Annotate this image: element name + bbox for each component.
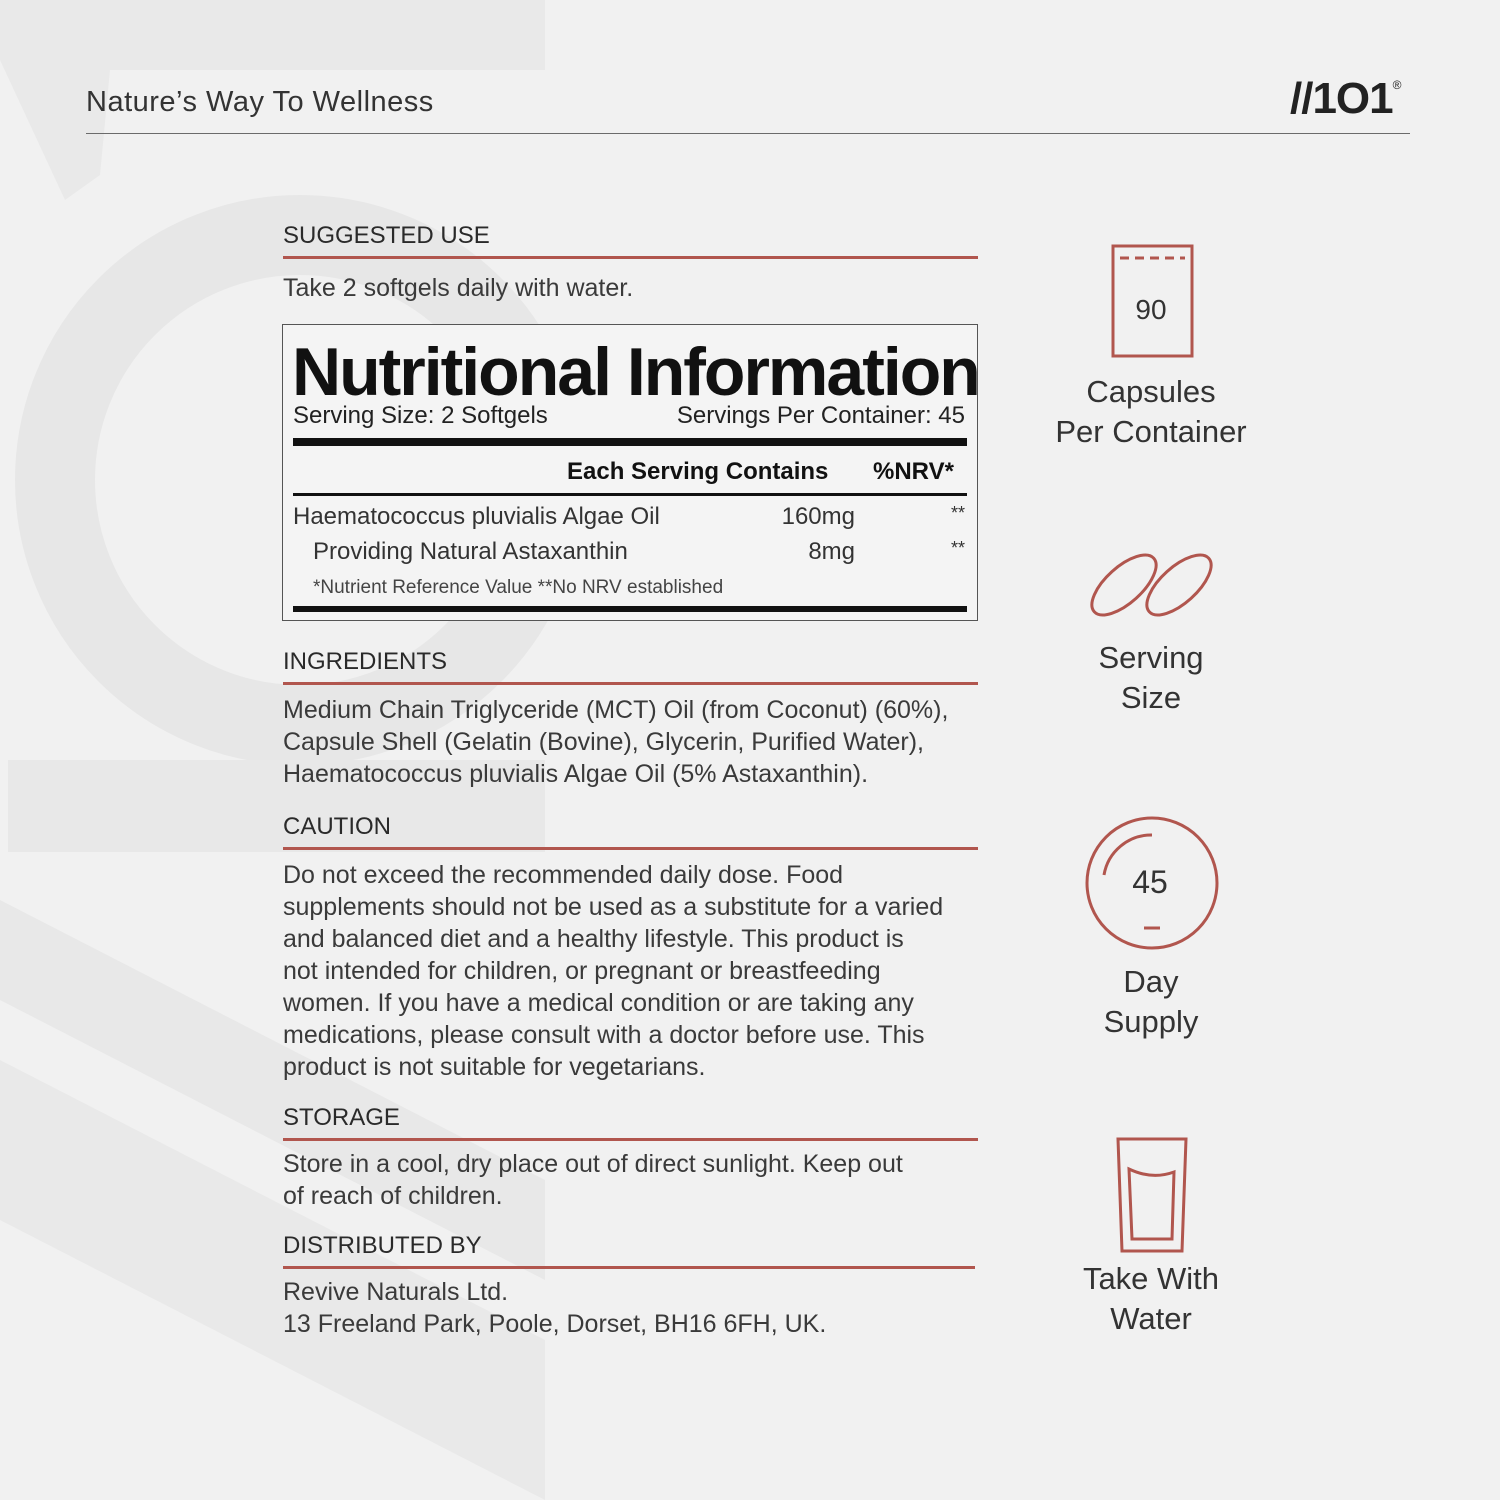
nutrition-divider-bottom: [293, 606, 967, 612]
nutrient-row-label: Providing Natural Astaxanthin: [313, 538, 628, 565]
caution-line: and balanced diet and a healthy lifestyle. This product is: [283, 925, 904, 953]
caution-line: product is not suitable for vegetarians.: [283, 1053, 706, 1081]
feature-label-line: Supply: [1103, 1004, 1199, 1039]
nutrition-footnote: *Nutrient Reference Value **No NRV established: [313, 577, 724, 598]
caution-line: not intended for children, or pregnant or breastfeeding: [283, 957, 881, 985]
ingredients-text: [283, 694, 983, 790]
suggested-use-text: Take 2 softgels daily with water.: [283, 274, 634, 302]
brand-logo: [1290, 74, 1400, 124]
distributed-text: [283, 1276, 983, 1340]
serving-size: Serving Size: 2 Softgels: [293, 402, 548, 429]
storage-line: Store in a cool, dry place out of direct sunlight. Keep out: [283, 1150, 903, 1178]
nutrition-divider: [293, 493, 967, 496]
logo-text: //1O1: [1290, 74, 1393, 123]
storage-text: [283, 1148, 983, 1212]
storage-line: of reach of children.: [283, 1182, 503, 1210]
serving-size-label: [1001, 638, 1301, 718]
day-supply-count: 45: [1132, 864, 1168, 900]
caution-line: supplements should not be used as a substitute for a varied: [283, 893, 944, 921]
capsules-per-container-label: [1001, 372, 1301, 452]
caution-line: medications, please consult with a doctor before use. This: [283, 1021, 925, 1049]
ingredients-line: Haematococcus pluvialis Algae Oil (5% Astaxanthin).: [283, 760, 869, 788]
water-glass-icon: [1112, 1134, 1192, 1256]
feature-label-line: Capsules: [1086, 374, 1216, 409]
caution-line: women. If you have a medical condition or are taking any: [283, 989, 914, 1017]
distributed-heading: DISTRIBUTED BY: [283, 1232, 975, 1269]
nutrition-divider-thick: [293, 438, 967, 446]
nutrition-table: [282, 324, 978, 621]
suggested-use-heading: SUGGESTED USE: [283, 222, 978, 259]
caution-text: [283, 859, 983, 1083]
ingredients-line: Capsule Shell (Gelatin (Bovine), Glycerin, Purified Water),: [283, 728, 924, 756]
storage-heading: STORAGE: [283, 1104, 978, 1141]
servings-per-container: Servings Per Container: 45: [676, 402, 965, 429]
take-with-water-label: [1001, 1259, 1301, 1339]
caution-heading: CAUTION: [283, 813, 978, 850]
capsule-count: 90: [1135, 294, 1167, 325]
softgels-icon: [1082, 545, 1222, 627]
each-serving-header: Each Serving Contains: [567, 458, 829, 485]
nutrient-row-label: Haematococcus pluvialis Algae Oil: [293, 503, 660, 530]
distributor-name: Revive Naturals Ltd.: [283, 1278, 509, 1306]
distributor-address: 13 Freeland Park, Poole, Dorset, BH16 6FH, UK.: [283, 1310, 827, 1338]
feature-label-line: Take With: [1082, 1261, 1220, 1296]
nutrition-title: Nutritional Information: [292, 334, 979, 410]
nrv-header: %NRV*: [873, 458, 954, 485]
ingredients-heading: INGREDIENTS: [283, 648, 978, 685]
feature-label-line: Day: [1123, 964, 1179, 999]
caution-line: Do not exceed the recommended daily dose. Food: [283, 861, 844, 889]
brand-tagline: Nature’s Way To Wellness: [86, 86, 434, 118]
nutrient-row-amount: 8mg: [808, 538, 855, 565]
day-supply-label: [1001, 962, 1301, 1042]
ingredients-line: Medium Chain Triglyceride (MCT) Oil (from Coconut) (60%),: [283, 696, 949, 724]
header-divider: [86, 133, 1410, 134]
nutrient-row-nrv: **: [950, 538, 965, 558]
feature-label-line: Serving: [1098, 640, 1204, 675]
nutrient-row-nrv: **: [950, 503, 965, 523]
feature-label-line: Water: [1110, 1301, 1192, 1336]
registered-mark: ®: [1392, 78, 1401, 92]
feature-label-line: Per Container: [1055, 414, 1247, 449]
feature-label-line: Size: [1120, 680, 1182, 715]
nutrient-row-amount: 160mg: [781, 503, 855, 530]
